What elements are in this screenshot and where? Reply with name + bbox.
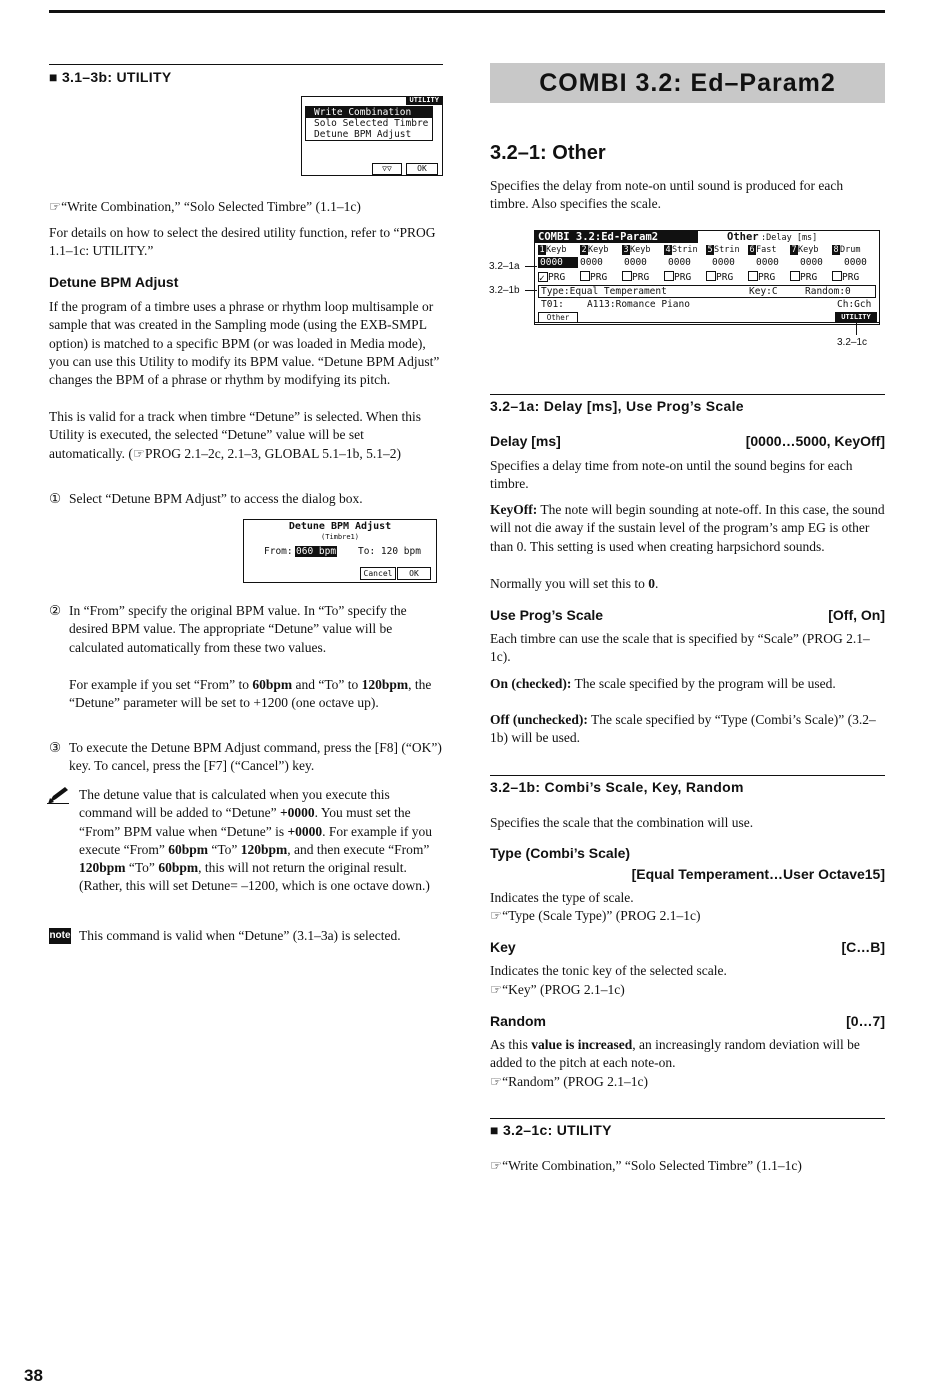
cancel-button[interactable]: Cancel — [360, 567, 396, 580]
track-2-name: Keyb — [588, 245, 609, 255]
track-5-name: Strin — [714, 245, 740, 255]
paragraph-scale: Specifies the scale that the combination will use. — [490, 815, 754, 830]
to-value-field[interactable]: To: 120 bpm — [358, 546, 421, 557]
section-rule-utility-2 — [490, 1118, 885, 1119]
param-type-range: [Equal Temperament…User Octave15] — [631, 866, 885, 882]
lcd-tab-line — [535, 322, 879, 323]
lcd-track-row: 1Keyb 2Keyb 3Keyb 4Strin 5Strin 6Fast 7Keyb 8Drum — [538, 245, 876, 255]
lcd-title: COMBI 3.2:Ed-Param2 — [535, 231, 698, 243]
tab-other[interactable]: Other — [538, 312, 578, 323]
lcd-page-name: Other — [727, 231, 759, 243]
callout-line-c — [856, 323, 857, 335]
ok-button[interactable]: OK — [406, 163, 438, 175]
prg-checkbox-7[interactable] — [790, 271, 800, 281]
track-1-name: Keyb — [546, 245, 567, 255]
paragraph-random: As this value is increased, an increasingly random deviation will be added to the pitch at each note-on. — [490, 1037, 860, 1071]
page-number: 38 — [24, 1366, 43, 1385]
timbre-label: T01: — [541, 299, 564, 310]
prg-checkbox-2[interactable] — [580, 271, 590, 281]
track-3-name: Keyb — [630, 245, 651, 255]
step-1-text: Select “Detune BPM Adjust” to access the dialog box. — [69, 491, 363, 506]
prg-checkbox-3[interactable] — [622, 271, 632, 281]
random-field[interactable]: Random:0 — [805, 286, 851, 297]
paragraph-normally: Normally you will set this to 0. — [490, 576, 659, 591]
callout-line-b — [525, 290, 537, 291]
lcd-program-row — [541, 299, 875, 310]
dialog-ok-button[interactable]: OK — [397, 567, 431, 580]
track-7-name: Keyb — [798, 245, 819, 255]
menu-item-solo-selected-timbre[interactable]: Solo Selected Timbre — [314, 118, 429, 129]
top-rule — [49, 10, 885, 13]
dialog-subtitle: (Timbre1) — [321, 533, 359, 541]
utility-menu-screen — [301, 96, 443, 176]
param-key-range: [C…B] — [841, 939, 885, 955]
dialog-title: Detune BPM Adjust — [288, 521, 392, 532]
tab-utility[interactable]: UTILITY — [835, 312, 877, 322]
lcd-delay-row — [538, 257, 876, 268]
note-badge-icon: note — [49, 928, 71, 944]
paragraph-other: Specifies the delay from note-on until sound is produced for each timbre. Also specifies the scale. — [490, 178, 844, 212]
reference-write-combination: ☞“Write Combination,” “Solo Selected Timbre” (1.1–1c) — [49, 199, 361, 214]
paragraph-on-checked: On (checked): The scale specified by the program will be used. — [490, 676, 836, 691]
paragraph-keyoff: KeyOff: The note will begin sounding at note-off. In this case, the sound will not die away if the sustain level of the program’s amp EG is other than 0. This setting is used when creating harpsichord sounds. — [490, 502, 885, 554]
param-random: Random [0…7] — [490, 1013, 885, 1029]
paragraph-utility-details: For details on how to select the desired utility function, refer to “PROG 1.1–1c: UTILITY.” — [49, 225, 436, 259]
from-label: From: — [264, 546, 293, 557]
scale-type-field[interactable]: Type:Equal Temperament — [541, 286, 667, 297]
lcd-page-sub: :Delay [ms] — [761, 233, 818, 243]
delay-field-2[interactable]: 0000 — [580, 257, 603, 268]
param-type: Type (Combi’s Scale) — [490, 845, 631, 861]
channel-field[interactable]: Ch:Gch — [837, 299, 872, 310]
step-3-number: ③ — [49, 740, 62, 755]
callout-3-2-1c: 3.2–1c — [837, 337, 868, 348]
paragraph-delay: Specifies a delay time from note-on until the sound begins for each timbre. — [490, 458, 853, 492]
heading-detune-bpm-adjust: Detune BPM Adjust — [49, 274, 179, 290]
paragraph-type: Indicates the type of scale. — [490, 890, 634, 905]
track-6-name: Fast — [756, 245, 777, 255]
step-2-number: ② — [49, 603, 62, 618]
delay-field-5[interactable]: 0000 — [712, 257, 735, 268]
param-use-prog-scale: Use Prog’s Scale [Off, On] — [490, 607, 885, 623]
section-rule-scale — [490, 775, 885, 776]
delay-field-4[interactable]: 0000 — [668, 257, 691, 268]
prg-checkbox-8[interactable] — [832, 271, 842, 281]
paragraph-detune-description: If the program of a timbre uses a phrase or rhythm loop multisample or sample that was created in the Sampling mode (using the EXB-SMPL option) is matched to a specific BPM (or was loaded in Media mode), you can use this Utility to modify its BPM value. “Detune BPM Adjust” changes the BPM of a phrase or rhythm by modifying its pitch. — [49, 299, 440, 388]
combi-lcd-screen — [534, 230, 880, 325]
heading-other: 3.2–1: Other — [490, 142, 606, 164]
menu-item-detune-bpm-adjust[interactable]: Detune BPM Adjust — [314, 129, 412, 140]
step-2-example: For example if you set “From” to 60bpm and “To” to 120bpm, the “Detune” parameter will be set to +1200 (one octave up). — [69, 677, 432, 711]
lcd-scale-row — [538, 285, 876, 298]
delay-field-3[interactable]: 0000 — [624, 257, 647, 268]
utility-menu-list — [305, 106, 433, 141]
paragraph-use-prog-scale: Each timbre can use the scale that is specified by “Scale” (PROG 2.1–1c). — [490, 631, 870, 665]
heading-utility-2: ■ 3.2–1c: UTILITY — [490, 1122, 612, 1138]
paragraph-detune-valid: This is valid for a track when timbre “Detune” is selected. When this Utility is executed, the selected “Detune” value will be set automatically. (☞PROG 2.1–2c, 2.1–3, GLOBAL 5.1–1b, 5.1–2) — [49, 409, 422, 461]
step-3-text: To execute the Detune BPM Adjust command, press the [F8] (“OK”) key. To cancel, press the [F7] (“Cancel”) key. — [69, 740, 442, 774]
param-key: Key [C…B] — [490, 939, 885, 955]
heading-delay-section: 3.2–1a: Delay [ms], Use Prog’s Scale — [490, 398, 744, 414]
section-heading-utility: ■ 3.1–3b: UTILITY — [49, 69, 172, 85]
lcd-prg-row: ✓ PRG PRG PRG PRG PRG PRG PRG PRG — [539, 272, 860, 284]
page-title-bar: COMBI 3.2: Ed–Param2 — [490, 63, 885, 103]
prg-checkbox-4[interactable] — [664, 271, 674, 281]
delay-field-8[interactable]: 0000 — [844, 257, 867, 268]
from-value-field[interactable]: 060 bpm — [296, 546, 337, 557]
warning-text: The detune value that is calculated when you execute this command will be added to “Detune” +0000. You must set the “From” BPM value when “Detune” is +0000. For example if you execute “From” 60bpm “To” 120bpm, and then execute “From” 120bpm “To” 60bpm, this will not return the original result. (Rather, this will set Detune= –1200, which is one octave down.) — [79, 787, 433, 894]
reference-random: ☞“Random” (PROG 2.1–1c) — [490, 1074, 648, 1089]
section-rule-delay — [490, 394, 885, 395]
heading-scale-section: 3.2–1b: Combi’s Scale, Key, Random — [490, 779, 744, 795]
program-name-field[interactable]: A113:Romance Piano — [587, 299, 690, 310]
delay-field-6[interactable]: 0000 — [756, 257, 779, 268]
menu-item-write-combination[interactable]: Write Combination — [306, 107, 432, 118]
param-delay-range: [0000…5000, KeyOff] — [745, 433, 885, 449]
pencil-warning-icon — [47, 786, 69, 804]
note-text: This command is valid when “Detune” (3.1–3a) is selected. — [79, 928, 401, 943]
key-field[interactable]: Key:C — [749, 286, 778, 297]
paragraph-key: Indicates the tonic key of the selected scale. — [490, 963, 727, 978]
param-use-prog-scale-range: [Off, On] — [828, 607, 885, 623]
prg-checkbox-1[interactable]: ✓ — [538, 272, 548, 282]
prg-checkbox-6[interactable] — [748, 271, 758, 281]
param-random-range: [0…7] — [846, 1013, 885, 1029]
track-4-name: Strin — [672, 245, 698, 255]
delay-field-1[interactable]: 0000 — [538, 257, 578, 268]
prg-checkbox-5[interactable] — [706, 271, 716, 281]
callout-line-a — [525, 266, 537, 267]
reference-type: ☞“Type (Scale Type)” (PROG 2.1–1c) — [490, 908, 701, 923]
step-2-text: In “From” specify the original BPM value. In “To” specify the desired BPM value. The appropriate “Detune” value will be calculated automatically from these two values. — [69, 603, 407, 655]
step-1-number: ① — [49, 491, 62, 506]
scroll-arrows-icon[interactable]: ▽▽ — [372, 163, 402, 175]
callout-3-2-1b: 3.2–1b — [489, 285, 520, 296]
reference-utility-2: ☞“Write Combination,” “Solo Selected Timbre” (1.1–1c) — [490, 1158, 802, 1173]
reference-key: ☞“Key” (PROG 2.1–1c) — [490, 982, 625, 997]
delay-field-7[interactable]: 0000 — [800, 257, 823, 268]
track-8-name: Drum — [840, 245, 861, 255]
param-delay: Delay [ms] [0000…5000, KeyOff] — [490, 433, 885, 449]
detune-dialog-screen — [243, 519, 437, 583]
section-rule — [49, 64, 443, 65]
utility-tab: UTILITY — [406, 96, 442, 105]
callout-3-2-1a: 3.2–1a — [489, 261, 520, 272]
paragraph-off-unchecked: Off (unchecked): The scale specified by “Type (Combi’s Scale)” (3.2–1b) will be used. — [490, 712, 876, 746]
